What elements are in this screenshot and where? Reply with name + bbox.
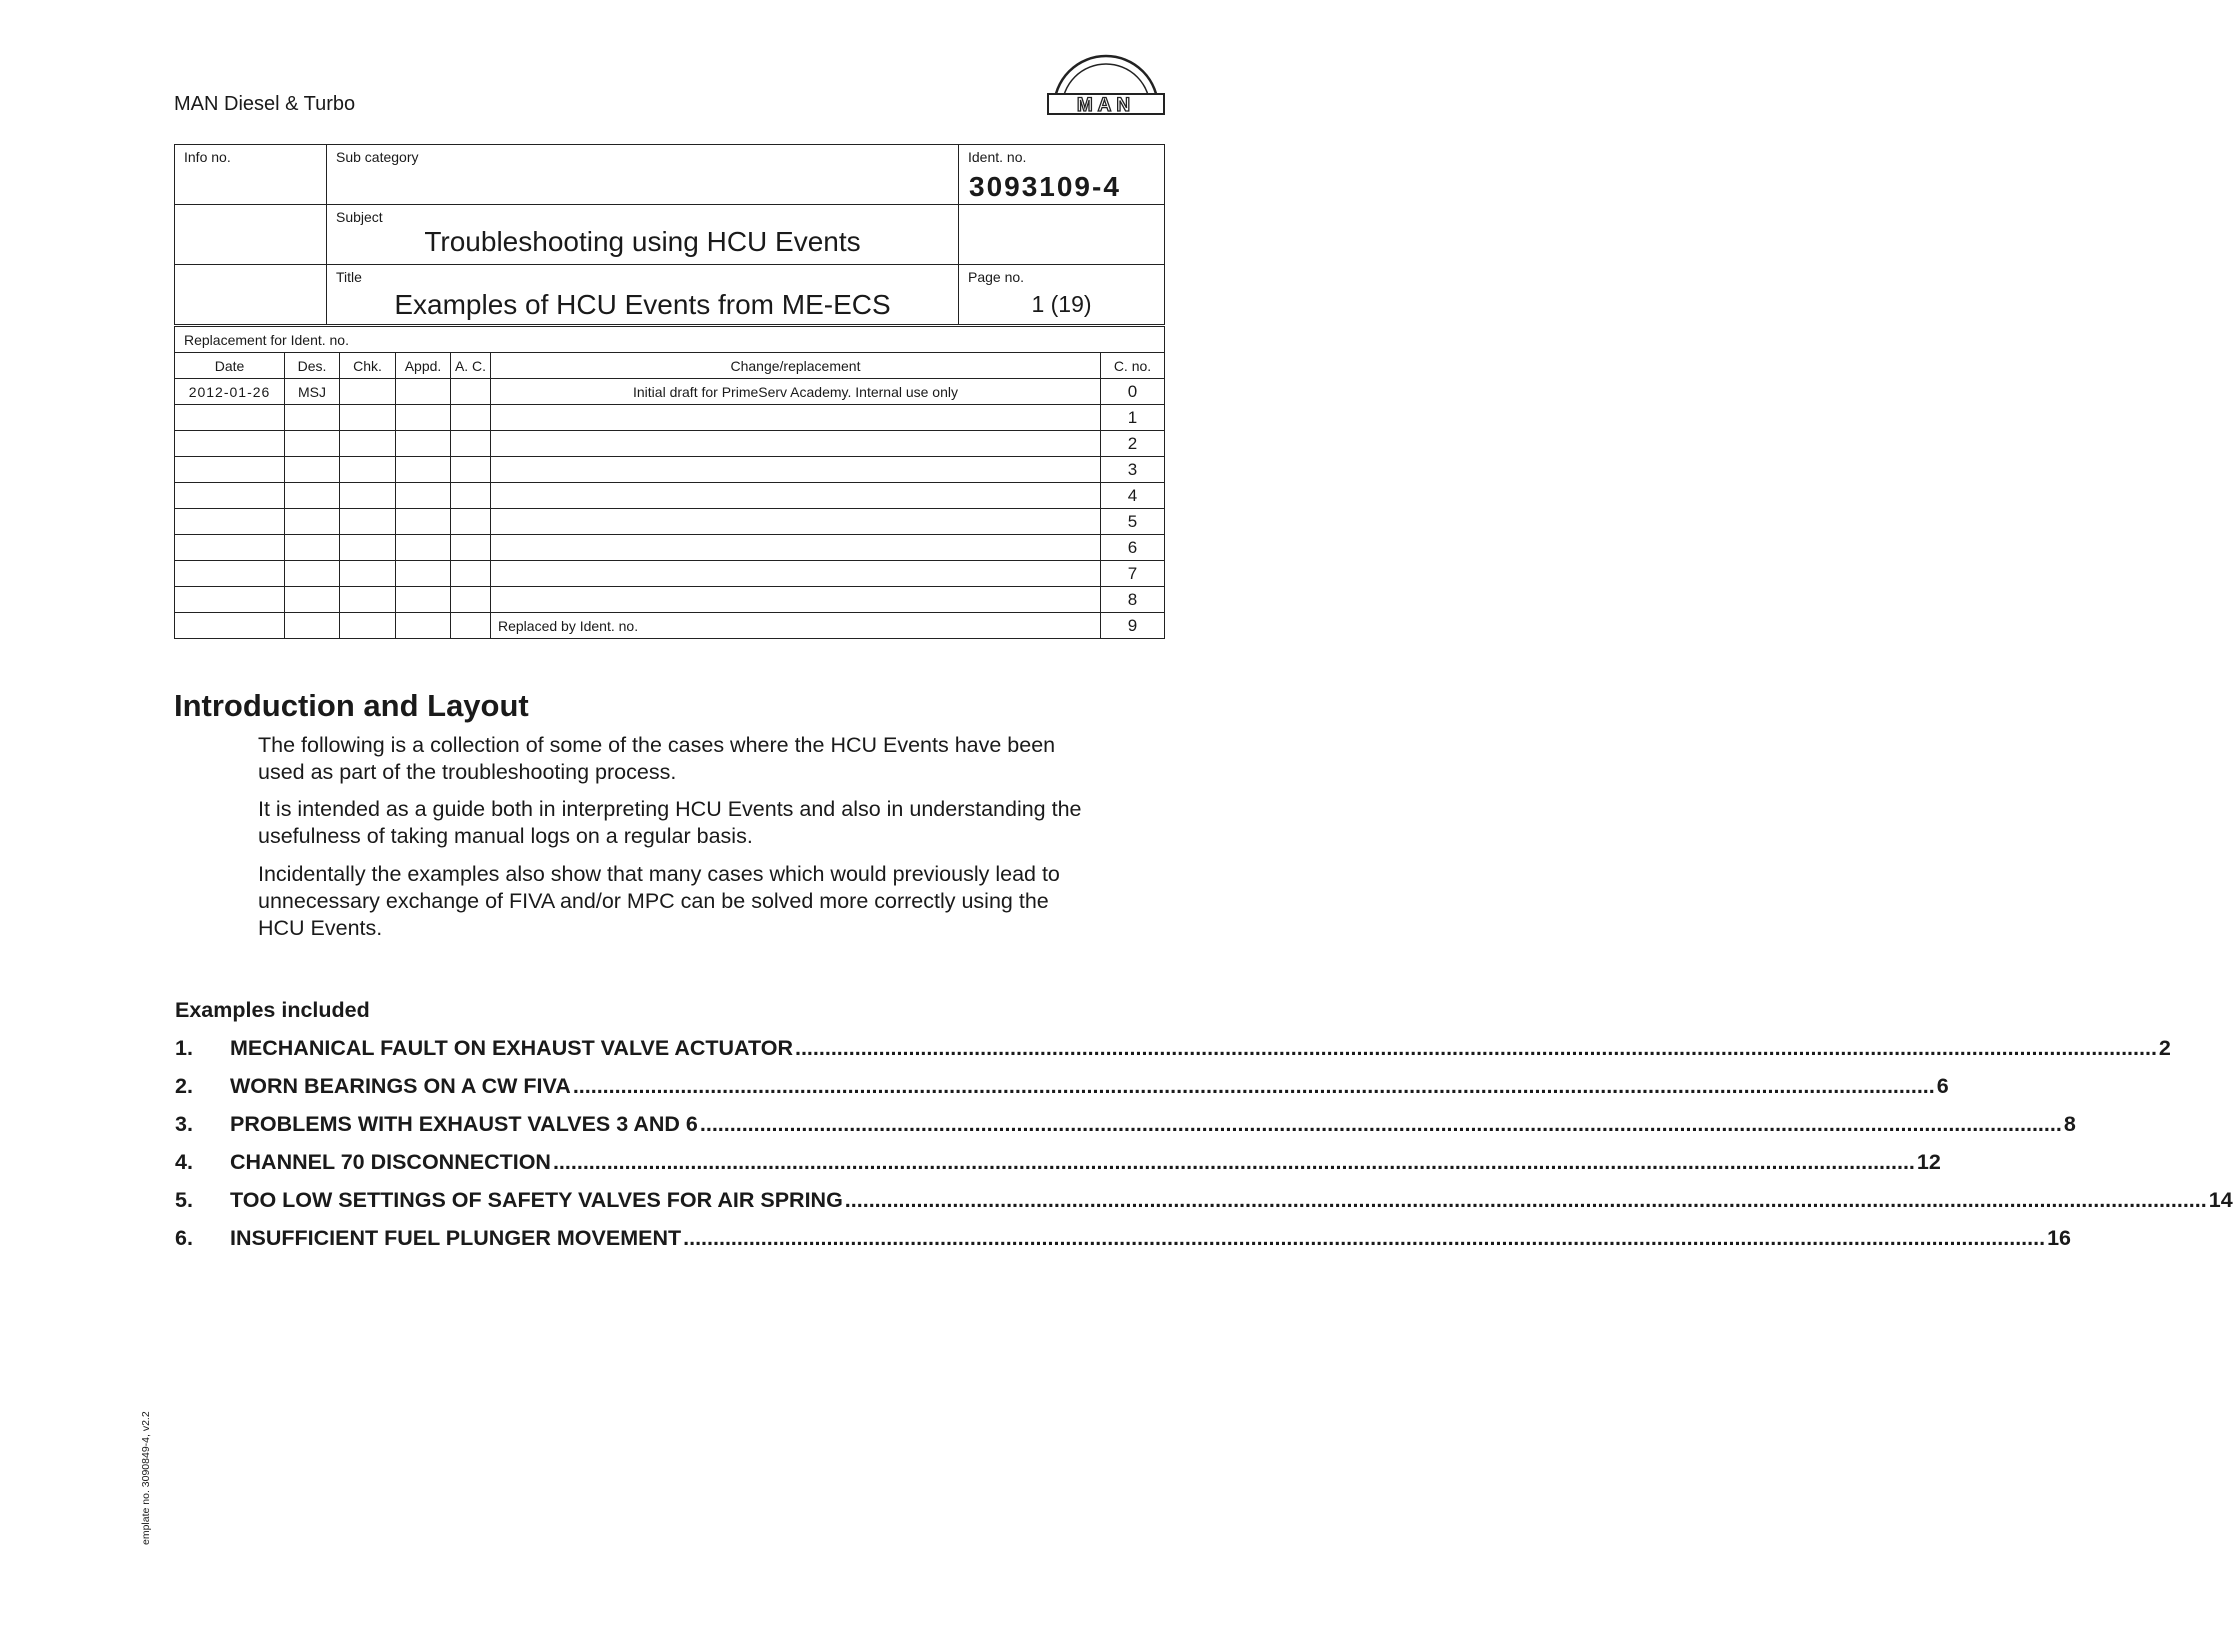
cno-cell: 9 <box>1101 613 1165 639</box>
cno-cell: 2 <box>1101 431 1165 457</box>
toc-entry[interactable] <box>175 1036 2171 1061</box>
toc-entry[interactable] <box>175 1150 1941 1175</box>
title-value: Examples of HCU Events from ME-ECS <box>394 289 891 320</box>
toc-title: WORN BEARINGS ON A CW FIVA <box>230 1074 571 1098</box>
cno-cell: 4 <box>1101 483 1165 509</box>
info-no-label: Info no. <box>184 149 231 165</box>
subject-cell <box>327 205 959 265</box>
col-header: A. C. <box>451 353 491 379</box>
cno-cell: 8 <box>1101 587 1165 613</box>
col-header: Des. <box>285 353 340 379</box>
toc-leader: .................................................................................................................................................................................................................................... <box>844 1188 2207 1212</box>
table-row <box>175 561 1165 587</box>
cno-cell: 5 <box>1101 509 1165 535</box>
replaced-by-label: Replaced by Ident. no. <box>491 613 1101 639</box>
change-cell: Initial draft for PrimeServ Academy. Internal use only <box>491 379 1101 405</box>
date-cell: 2012-01-26 <box>175 379 285 405</box>
toc-entry[interactable] <box>175 1112 2076 1137</box>
toc-number: 6. <box>175 1226 193 1250</box>
toc-page: 12 <box>1916 1150 1941 1174</box>
cno-cell: 7 <box>1101 561 1165 587</box>
intro-paragraph: The following is a collection of some of the cases where the HCU Events have been used as part of the troubleshooting process. <box>258 733 1056 784</box>
toc-title: TOO LOW SETTINGS OF SAFETY VALVES FOR AIR SPRING <box>230 1188 843 1212</box>
subject-label: Subject <box>336 209 383 225</box>
subject-value: Troubleshooting using HCU Events <box>424 226 861 257</box>
col-header: Appd. <box>396 353 451 379</box>
ident-no-label: Ident. no. <box>968 149 1027 165</box>
examples-heading: Examples included <box>175 998 370 1022</box>
toc-leader: .................................................................................................................................................................................................................................... <box>572 1074 1935 1098</box>
toc-number: 2. <box>175 1074 193 1098</box>
chk-cell <box>340 379 396 405</box>
toc-page: 2 <box>2158 1036 2171 1060</box>
toc-leader: .................................................................................................................................................................................................................................... <box>683 1226 2046 1250</box>
toc-page: 16 <box>2047 1226 2071 1250</box>
intro-paragraph: Incidentally the examples also show that many cases which would previously lead to unnecessary exchange of FIVA and/or MPC can be solved more correctly using the HCU Events. <box>258 862 1060 940</box>
table-row <box>175 379 1165 405</box>
toc-leader: .................................................................................................................................................................................................................................... <box>552 1150 1915 1174</box>
table-row <box>175 405 1165 431</box>
toc-page: 8 <box>2063 1112 2076 1136</box>
page-no-value: 1 (19) <box>1031 291 1092 317</box>
ac-cell <box>451 379 491 405</box>
template-note: emplate no. 3090849-4, v2.2 <box>140 1411 152 1545</box>
toc-number: 4. <box>175 1150 193 1174</box>
table-row <box>175 535 1165 561</box>
cno-cell: 6 <box>1101 535 1165 561</box>
toc-leader: .................................................................................................................................................................................................................................... <box>794 1036 2157 1060</box>
page-no-label: Page no. <box>968 269 1025 285</box>
toc-entry[interactable] <box>175 1188 2233 1213</box>
toc-number: 5. <box>175 1188 193 1212</box>
toc-title: CHANNEL 70 DISCONNECTION <box>230 1150 551 1174</box>
document-header-table <box>174 144 1165 325</box>
table-row <box>175 431 1165 457</box>
toc-title: INSUFFICIENT FUEL PLUNGER MOVEMENT <box>230 1226 682 1250</box>
logo-text: MAN <box>1076 95 1136 116</box>
sub-category-label: Sub category <box>336 149 419 165</box>
table-row <box>175 587 1165 613</box>
info-no-cell <box>175 145 327 205</box>
title-cell <box>327 265 959 325</box>
toc-entry[interactable] <box>175 1074 1949 1099</box>
toc-entry[interactable] <box>175 1226 2071 1251</box>
intro-paragraph: It is intended as a guide both in interpreting HCU Events and also in understanding the usefulness of taking manual logs on a regular basis. <box>258 797 1082 848</box>
cno-cell: 0 <box>1101 379 1165 405</box>
cno-cell: 1 <box>1101 405 1165 431</box>
toc-title: PROBLEMS WITH EXHAUST VALVES 3 AND 6 <box>230 1112 698 1136</box>
toc-number: 1. <box>175 1036 193 1060</box>
section-heading: Introduction and Layout <box>174 688 529 723</box>
table-row <box>175 483 1165 509</box>
title-label: Title <box>336 269 362 285</box>
appd-cell <box>396 379 451 405</box>
table-row <box>175 509 1165 535</box>
toc-page: 6 <box>1936 1074 1949 1098</box>
toc-number: 3. <box>175 1112 193 1136</box>
cno-cell: 3 <box>1101 457 1165 483</box>
table-row <box>175 613 1165 639</box>
replacement-for-label: Replacement for Ident. no. <box>175 327 1165 353</box>
toc-title: MECHANICAL FAULT ON EXHAUST VALVE ACTUATOR <box>230 1036 793 1060</box>
company-name: MAN Diesel & Turbo <box>174 93 356 115</box>
toc-leader: .................................................................................................................................................................................................................................... <box>699 1112 2062 1136</box>
revision-table <box>174 326 1165 639</box>
page-no-cell <box>959 265 1165 325</box>
sub-category-cell <box>327 145 959 205</box>
toc-page: 14 <box>2208 1188 2233 1212</box>
man-logo <box>1046 44 1166 116</box>
col-header: Change/replacement <box>491 353 1101 379</box>
des-cell: MSJ <box>285 379 340 405</box>
col-header: Chk. <box>340 353 396 379</box>
col-header: Date <box>175 353 285 379</box>
ident-no-cell <box>959 145 1165 205</box>
col-header: C. no. <box>1101 353 1165 379</box>
ident-no-value: 3093109-4 <box>969 171 1121 202</box>
revision-header-row <box>175 353 1165 379</box>
table-row <box>175 457 1165 483</box>
